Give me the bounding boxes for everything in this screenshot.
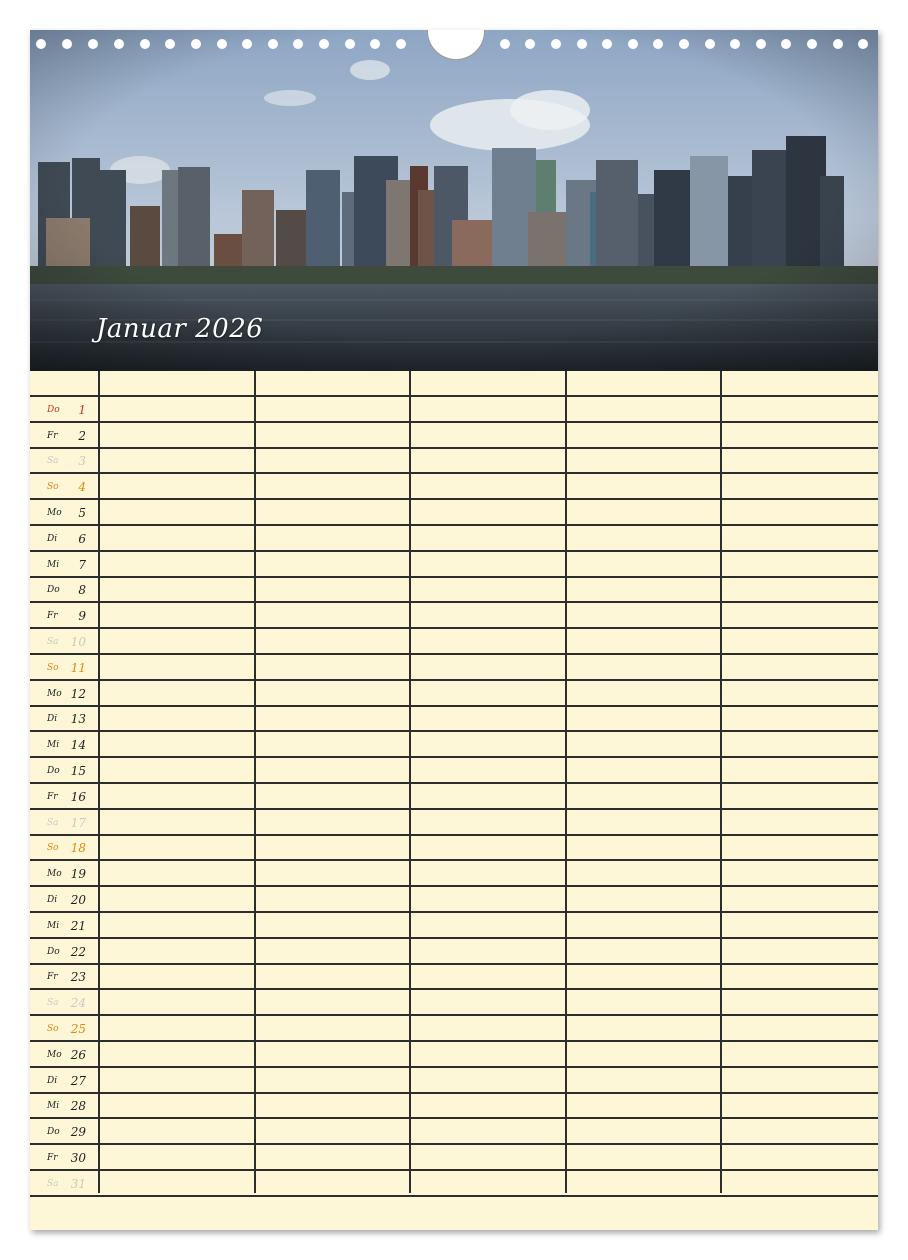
- binding-hole: [140, 39, 150, 49]
- day-number: 21: [70, 918, 86, 933]
- day-label: [30, 1119, 98, 1145]
- column-divider: [565, 371, 567, 1193]
- day-label: [30, 1042, 98, 1068]
- binding-hole: [242, 39, 252, 49]
- day-label: [30, 397, 98, 423]
- binding-hole: [345, 39, 355, 49]
- calendar-page: [30, 30, 878, 1230]
- day-row: [30, 758, 878, 784]
- weekday-abbrev: So: [47, 1024, 59, 1035]
- day-label: [30, 861, 98, 887]
- day-label: [30, 1094, 98, 1120]
- binding-hole: [268, 39, 278, 49]
- day-label: [30, 629, 98, 655]
- day-label: [30, 990, 98, 1016]
- day-number: 10: [70, 635, 86, 650]
- day-row: [30, 1119, 878, 1145]
- weekday-abbrev: Sa: [47, 1178, 59, 1189]
- weekday-abbrev: Fr: [47, 430, 58, 441]
- day-row: [30, 449, 878, 475]
- day-label: [30, 423, 98, 449]
- day-label: [30, 939, 98, 965]
- weekday-abbrev: Di: [47, 714, 58, 725]
- day-number: 25: [70, 1022, 86, 1037]
- day-row: [30, 887, 878, 913]
- weekday-abbrev: So: [47, 843, 59, 854]
- day-number: 23: [70, 970, 86, 985]
- weekday-abbrev: Sa: [47, 817, 59, 828]
- day-number: 27: [70, 1073, 86, 1088]
- binding-hole: [577, 39, 587, 49]
- day-number: 2: [78, 428, 86, 443]
- weekday-abbrev: Di: [47, 895, 58, 906]
- day-row: [30, 1171, 878, 1197]
- day-label: [30, 965, 98, 991]
- day-row: [30, 1145, 878, 1171]
- binding-hole: [525, 39, 535, 49]
- day-row: [30, 913, 878, 939]
- day-number: 9: [78, 609, 86, 624]
- day-row: [30, 526, 878, 552]
- binding-hole: [370, 39, 380, 49]
- binding-hole: [293, 39, 303, 49]
- weekday-abbrev: Sa: [47, 998, 59, 1009]
- day-row: [30, 681, 878, 707]
- day-number: 13: [70, 712, 86, 727]
- binding-hole: [62, 39, 72, 49]
- day-label: [30, 810, 98, 836]
- day-number: 19: [70, 867, 86, 882]
- day-row: [30, 397, 878, 423]
- column-divider: [409, 371, 411, 1193]
- weekday-abbrev: Mi: [47, 920, 60, 931]
- day-number: 11: [70, 660, 86, 675]
- day-row: [30, 990, 878, 1016]
- day-row: [30, 784, 878, 810]
- day-row: [30, 423, 878, 449]
- weekday-abbrev: So: [47, 662, 59, 673]
- day-row: [30, 655, 878, 681]
- binding-hole: [858, 39, 868, 49]
- day-row: [30, 939, 878, 965]
- day-row: [30, 552, 878, 578]
- binding-hole: [679, 39, 689, 49]
- footer-strip: [30, 1194, 878, 1230]
- day-label: [30, 578, 98, 604]
- binding-hole: [217, 39, 227, 49]
- hanger-cutout: [427, 30, 485, 60]
- day-row: [30, 732, 878, 758]
- day-row: [30, 965, 878, 991]
- day-number: 18: [70, 841, 86, 856]
- day-number: 30: [70, 1151, 86, 1166]
- day-label: [30, 500, 98, 526]
- day-number: 5: [78, 506, 86, 521]
- day-label: [30, 474, 98, 500]
- day-row: [30, 1016, 878, 1042]
- day-label: [30, 1145, 98, 1171]
- day-number: 16: [70, 789, 86, 804]
- day-label: [30, 784, 98, 810]
- weekday-abbrev: Di: [47, 533, 58, 544]
- month-title: Januar 2026: [96, 314, 264, 344]
- weekday-abbrev: Fr: [47, 1153, 58, 1164]
- day-row: [30, 603, 878, 629]
- day-row: [30, 578, 878, 604]
- day-row: [30, 861, 878, 887]
- person-header-row: [30, 371, 878, 395]
- binding-hole: [602, 39, 612, 49]
- day-label: [30, 552, 98, 578]
- column-divider: [254, 371, 256, 1193]
- binding-hole: [396, 39, 406, 49]
- binding-hole: [551, 39, 561, 49]
- day-label: [30, 681, 98, 707]
- day-label: [30, 913, 98, 939]
- binding-hole: [191, 39, 201, 49]
- day-label: [30, 707, 98, 733]
- weekday-abbrev: So: [47, 482, 59, 493]
- binding-hole: [500, 39, 510, 49]
- day-label: [30, 1068, 98, 1094]
- weekday-abbrev: Sa: [47, 456, 59, 467]
- binding-hole: [319, 39, 329, 49]
- day-label: [30, 526, 98, 552]
- day-label: [30, 449, 98, 475]
- weekday-abbrev: Di: [47, 1075, 58, 1086]
- day-label: [30, 603, 98, 629]
- binding-hole: [807, 39, 817, 49]
- binding-hole: [165, 39, 175, 49]
- column-divider: [720, 371, 722, 1193]
- weekday-abbrev: Do: [47, 946, 60, 957]
- weekday-abbrev: Mi: [47, 559, 60, 570]
- day-number: 17: [70, 815, 86, 830]
- day-row: [30, 629, 878, 655]
- weekday-abbrev: Mo: [47, 688, 62, 699]
- day-row: [30, 836, 878, 862]
- day-number: 8: [78, 583, 86, 598]
- day-number: 20: [70, 893, 86, 908]
- binding-hole: [833, 39, 843, 49]
- day-number: 3: [78, 454, 86, 469]
- binding-hole: [628, 39, 638, 49]
- weekday-abbrev: Do: [47, 585, 60, 596]
- weekday-abbrev: Do: [47, 1127, 60, 1138]
- day-label: [30, 887, 98, 913]
- day-row: [30, 707, 878, 733]
- day-label: [30, 758, 98, 784]
- day-number: 26: [70, 1047, 86, 1062]
- weekday-abbrev: Do: [47, 766, 60, 777]
- binding-hole: [36, 39, 46, 49]
- binding-hole: [88, 39, 98, 49]
- binding-hole: [781, 39, 791, 49]
- day-label: [30, 1016, 98, 1042]
- day-row: [30, 500, 878, 526]
- weekday-abbrev: Fr: [47, 972, 58, 983]
- binding-hole: [653, 39, 663, 49]
- day-label: [30, 732, 98, 758]
- skyline-photo: [30, 30, 878, 371]
- day-number: 4: [78, 480, 86, 495]
- day-number: 15: [70, 764, 86, 779]
- weekday-abbrev: Mo: [47, 508, 62, 519]
- day-label: [30, 1171, 98, 1197]
- day-number: 29: [70, 1125, 86, 1140]
- weekday-abbrev: Mo: [47, 869, 62, 880]
- day-number: 12: [70, 686, 86, 701]
- day-row: [30, 1068, 878, 1094]
- day-label: [30, 655, 98, 681]
- day-number: 6: [78, 531, 86, 546]
- binding-hole: [705, 39, 715, 49]
- day-row: [30, 1094, 878, 1120]
- column-divider: [98, 371, 100, 1193]
- weekday-abbrev: Mi: [47, 740, 60, 751]
- day-number: 1: [78, 402, 86, 417]
- day-number: 14: [70, 738, 86, 753]
- day-number: 7: [78, 557, 86, 572]
- day-row: [30, 810, 878, 836]
- weekday-abbrev: Sa: [47, 637, 59, 648]
- binding-holes: [30, 30, 878, 58]
- weekday-abbrev: Do: [47, 404, 60, 415]
- day-number: 24: [70, 996, 86, 1011]
- day-label: [30, 836, 98, 862]
- weekday-abbrev: Fr: [47, 791, 58, 802]
- day-row: [30, 1042, 878, 1068]
- weekday-abbrev: Mi: [47, 1101, 60, 1112]
- binding-hole: [730, 39, 740, 49]
- binding-hole: [114, 39, 124, 49]
- binding-hole: [756, 39, 766, 49]
- day-row: [30, 474, 878, 500]
- day-number: 22: [70, 944, 86, 959]
- day-number: 31: [70, 1176, 86, 1191]
- weekday-abbrev: Mo: [47, 1049, 62, 1060]
- weekday-abbrev: Fr: [47, 611, 58, 622]
- day-number: 28: [70, 1099, 86, 1114]
